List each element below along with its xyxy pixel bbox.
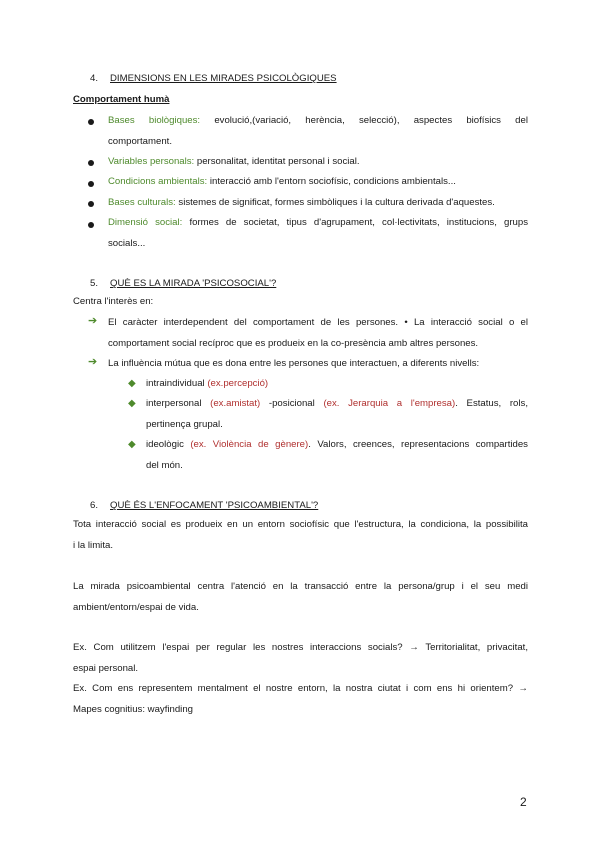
list-item-variables-personals: Variables personals: personalitat, identitat personal i social. [108, 156, 360, 167]
paragraph-mirada-psicoambiental: La mirada psicoambiental centra l'atenció en la transacció entre la persona/grup i el seu medi ambient/entorn/espai de vida. [73, 581, 528, 613]
list-item-dimensio-social: Dimensió social: formes de societat, tipus d'agrupament, col·lectivitats, institucions, grups socials... [108, 217, 528, 249]
section-5-number: 5. [90, 278, 99, 289]
section-5-heading [90, 278, 276, 289]
arrow-item-interdependent: El caràcter interdependent del comportament de les persones. • La interacció social o el comportament social recíproc que es produeix en la co-presència amb altres persones. [108, 317, 528, 349]
section-4-number: 4. [90, 73, 99, 84]
paragraph-interaccio-social: Tota interacció social es produeix en un entorn sociofísic que l'estructura, la condiciona, la possibilita i la limita. [73, 519, 528, 551]
level-item-ideologic: ideològic (ex. Violència de gènere). Valors, creences, representacions compartides del món. [146, 439, 528, 471]
list-item-bases-biologiques: Bases biològiques: evolució,(variació, herència, selecció), aspectes biofísics del comportament. [108, 115, 528, 147]
section-6-number: 6. [90, 500, 99, 511]
page-number: 2 [520, 795, 527, 809]
bullet-icon [88, 119, 94, 125]
section-5-intro: Centra l'interès en: [73, 296, 154, 307]
level-item-intraindividual: intraindividual (ex.percepció) [146, 378, 269, 389]
bullet-icon [88, 181, 94, 187]
paragraph-exemple-espai: Ex. Com utilitzem l'espai per regular les nostres interaccions socials? → Territorialitat, privacitat, espai personal. Ex. Com ens representem mentalment el nostre entorn, la nostra ciutat i com ens hi orientem? → Mapes cognitius: wayfinding [73, 642, 528, 715]
section-6-title: QUÈ ÉS L'ENFOCAMENT 'PSICOAMBIENTAL'? [110, 500, 319, 511]
section-6-heading [90, 500, 318, 511]
section-4-subtitle: Comportament humà [73, 94, 170, 105]
arrow-item-influencia: La influència mútua que es dona entre les persones que interactuen, a diferents nivells: [108, 358, 480, 369]
list-item-bases-culturals: Bases culturals: sistemes de significat, formes simbòliques i la cultura derivada d'aquestes. [108, 197, 495, 208]
section-4-heading [90, 73, 337, 84]
section-5-title: QUÈ ES LA MIRADA 'PSICOSOCIAL'? [110, 278, 277, 289]
diamond-bullet-icon: ◆ [128, 378, 136, 389]
bullet-icon [88, 222, 94, 228]
bullet-icon [88, 160, 94, 166]
section-4-title: DIMENSIONS EN LES MIRADES PSICOLÒGIQUES [110, 73, 337, 84]
arrow-right-icon: ➔ [88, 356, 98, 368]
diamond-bullet-icon: ◆ [128, 439, 136, 450]
arrow-right-icon: ➔ [88, 315, 98, 327]
diamond-bullet-icon: ◆ [128, 398, 136, 409]
level-item-interpersonal: interpersonal (ex.amistat) -posicional (ex. Jerarquia a l'empresa). Estatus, rols, pertinença grupal. [146, 398, 528, 430]
bullet-icon [88, 201, 94, 207]
list-item-condicions-ambientals: Condicions ambientals: interacció amb l'entorn sociofísic, condicions ambientals... [108, 176, 456, 187]
